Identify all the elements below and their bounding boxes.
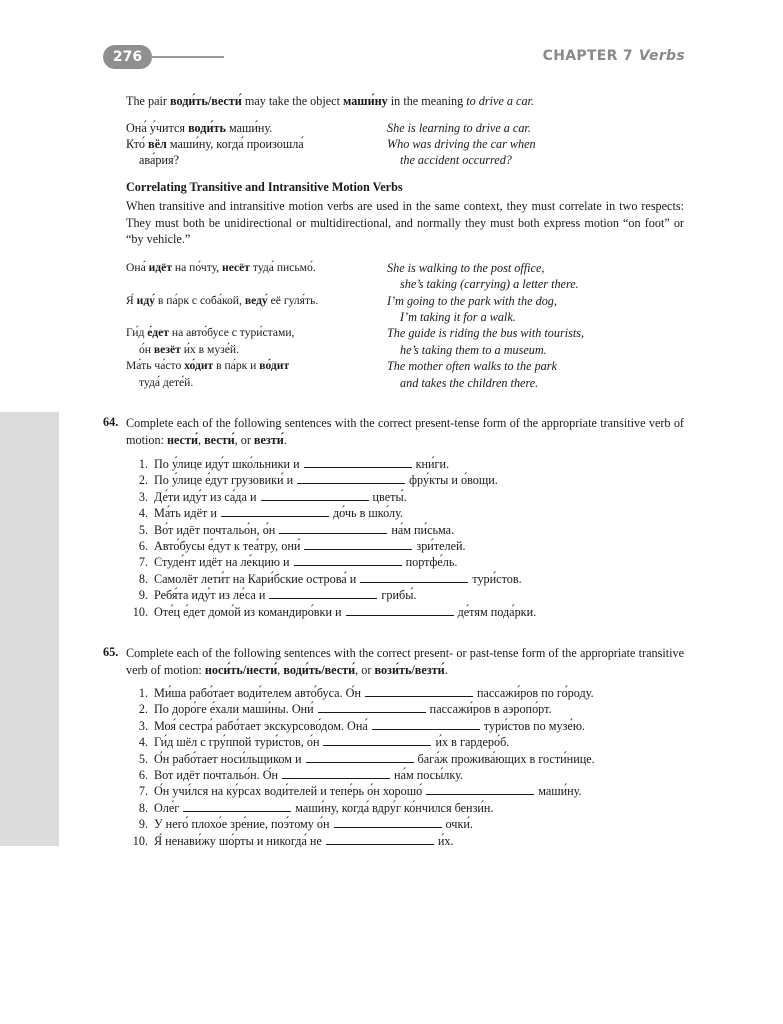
item-text-after: зри́телей. <box>416 539 466 553</box>
item-text-before: Ма́ть идёт и <box>154 506 217 521</box>
intro-text: in the meaning <box>387 94 467 108</box>
example-b3-en-cont: he’s taking them to a museum. <box>400 343 547 357</box>
intro-meaning: to drive a car. <box>466 94 534 108</box>
exercise64-item <box>126 505 403 521</box>
item-number: 9. <box>138 817 148 832</box>
exercise64-item <box>126 538 466 554</box>
item-text-before: Я́ ненави́жу шо́рты и никогда́ не <box>154 833 322 848</box>
header-rule <box>150 56 224 58</box>
item-text-after: до́чь в шко́лу. <box>332 506 404 521</box>
intro-line <box>126 93 534 110</box>
chapter-label: CHAPTER 7 <box>542 48 633 64</box>
example-b3-ru: Ги́д е́дет на авто́бусе с тури́стами, <box>126 326 295 339</box>
answer-blank[interactable] <box>183 801 291 812</box>
example-b1-ru: Она́ идёт на по́чту, несёт туда́ письмо́. <box>126 261 316 274</box>
section-paragraph: When transitive and intransitive motion verbs are used in the same context, they must correlate in two respects: They must both be unidirectional or multidirectional, and normally they must both express motion “on foot” or “by vehicle.” <box>126 199 684 246</box>
example-b1-en-cont: she’s taking (carrying) a letter there. <box>400 277 579 291</box>
answer-blank[interactable] <box>318 702 426 713</box>
item-text-after: тури́стов по музе́ю. <box>483 718 585 733</box>
intro-text: may take the object <box>241 94 343 108</box>
exercise64-item <box>126 522 454 538</box>
answer-blank[interactable] <box>323 735 431 746</box>
answer-blank[interactable] <box>365 686 473 697</box>
answer-blank[interactable] <box>326 834 434 845</box>
example-b4-ru-cont: туда́ дете́й. <box>139 376 194 389</box>
section-heading: Correlating Transitive and Intransitive Motion Verbs <box>126 180 403 194</box>
item-text-after: на́м пи́сьма. <box>391 522 455 537</box>
item-text-before: Самолёт лети́т на Кари́бские острова́ и <box>154 571 357 586</box>
item-text-before: Вот идёт почтальо́н. О́н <box>154 768 279 782</box>
item-text-before: Авто́бусы е́дут к теа́тру, они́ <box>154 539 301 553</box>
item-text-before: Студе́нт идёт на ле́кцию и <box>154 555 290 570</box>
exercise-65-number: 65. <box>103 645 119 659</box>
item-text-before: О́н рабо́тает носи́льщиком и <box>154 751 302 766</box>
answer-blank[interactable] <box>282 768 390 779</box>
exercise-65-instruction: Complete each of the following sentences with the correct present- or past-tense form of the appropriate transitive verb of motion: носи́ть/нести́, води́ть/вести́, or вози́ть/везти́. <box>126 646 684 677</box>
example-a3-en: the accident occurred? <box>400 153 512 167</box>
answer-blank[interactable] <box>346 605 454 616</box>
item-number: 6. <box>138 768 148 782</box>
answer-blank[interactable] <box>334 817 442 828</box>
item-text-after: и́х в гардеро́б. <box>435 735 510 750</box>
item-text-before: У него́ плохо́е зре́ние, поэ́тому о́н <box>154 817 330 832</box>
example-b3-en: The guide is riding the bus with tourists, <box>387 326 585 340</box>
intro-verb-pair: води́ть/вести́ <box>170 94 242 108</box>
exercise65-item <box>126 767 463 783</box>
page-number-badge: 276 <box>103 45 152 69</box>
example-b2-en: I’m going to the park with the dog, <box>387 294 557 308</box>
item-text-before: По у́лице иду́т шко́льники и <box>154 457 300 471</box>
exercise64-item <box>126 587 416 603</box>
answer-blank[interactable] <box>426 784 534 795</box>
example-a3-ru: ава́рия? <box>139 153 180 167</box>
item-number: 9. <box>138 588 148 603</box>
item-number: 2. <box>138 473 148 488</box>
example-b4-en-cont: and takes the children there. <box>400 376 539 390</box>
answer-blank[interactable] <box>269 588 377 599</box>
item-number: 3. <box>138 718 148 733</box>
item-number: 10. <box>132 833 148 848</box>
item-number: 8. <box>138 571 148 586</box>
item-text-before: Ги́д шёл с гру́ппой тури́стов, о́н <box>154 735 320 750</box>
exercise65-item <box>126 734 509 750</box>
item-text-before: По у́лице е́дут грузовики́ и <box>154 473 294 488</box>
item-number: 8. <box>138 800 148 815</box>
item-text-after: маши́ну, когда́ вдру́г ко́нчился бензи́н. <box>295 800 494 815</box>
exercise-64-number: 64. <box>103 415 119 429</box>
exercise65-item <box>126 833 454 849</box>
answer-blank[interactable] <box>360 572 468 583</box>
exercise65-item <box>126 751 595 767</box>
exercise65-item <box>126 816 473 832</box>
item-text-after: грибы́. <box>381 588 417 603</box>
item-number: 1. <box>138 457 148 471</box>
answer-blank[interactable] <box>261 490 369 501</box>
item-number: 7. <box>138 784 148 799</box>
answer-blank[interactable] <box>304 539 412 550</box>
item-number: 3. <box>138 489 148 504</box>
item-text-before: Ребя́та иду́т из ле́са и <box>154 588 266 603</box>
item-number: 5. <box>138 751 148 766</box>
item-text-before: Оле́г <box>154 800 180 815</box>
item-number: 4. <box>138 735 148 750</box>
item-text-before: Де́ти иду́т из са́да и <box>154 489 257 504</box>
item-text-before: По доро́ге е́хали маши́ны. Они́ <box>154 702 314 717</box>
section-label: Verbs <box>638 48 685 64</box>
answer-blank[interactable] <box>306 752 414 763</box>
example-b4-ru: Ма́ть ча́сто хо́дит в па́рк и во́дит <box>126 359 290 372</box>
item-text-before: Оте́ц е́дет домо́й из командиро́вки и <box>154 604 342 619</box>
item-number: 1. <box>138 686 148 700</box>
item-number: 2. <box>138 702 148 717</box>
intro-text: The pair <box>126 94 170 108</box>
item-text-before: Во́т идёт почтальо́н, о́н <box>154 522 276 537</box>
exercise64-item <box>126 489 407 505</box>
answer-blank[interactable] <box>372 719 480 730</box>
item-text-after: кни́ги. <box>415 457 450 471</box>
answer-blank[interactable] <box>294 555 402 566</box>
example-a2-ru: Кто́ вёл маши́ну, когда́ произошла́ <box>126 137 304 151</box>
exercise64-item <box>126 554 457 570</box>
exercise64-item <box>126 456 449 472</box>
example-b2-ru: Я́ иду́ в па́рк с соба́кой, веду́ её гуля́ть. <box>126 294 319 307</box>
exercise64-item <box>126 604 536 620</box>
exercise65-item <box>126 685 594 701</box>
item-text-after: цветы́. <box>372 489 407 504</box>
side-thumb-tab <box>0 412 59 846</box>
item-number: 10. <box>132 604 148 619</box>
item-text-before: О́н учи́лся на ку́рсах води́телей и тепе́рь о́н хорошо́ <box>154 784 423 799</box>
item-text-after: портфе́ль. <box>405 555 458 570</box>
exercise-64-instruction: Complete each of the following sentences with the correct present-tense form of the appropriate transitive verb of motion: нести́, вести́, or везти́. <box>126 416 684 447</box>
answer-blank[interactable] <box>221 506 329 517</box>
item-text-after: пассажи́ров по го́роду. <box>476 686 594 700</box>
item-text-after: бага́ж прожива́ющих в гости́нице. <box>417 751 595 766</box>
running-header <box>543 48 685 64</box>
item-text-after: тури́стов. <box>472 571 522 586</box>
item-number: 6. <box>138 539 148 553</box>
item-text-after: и́х. <box>437 833 454 848</box>
item-text-after: маши́ну. <box>538 784 582 799</box>
example-b2-en-cont: I’m taking it for a walk. <box>400 310 516 324</box>
item-text-after: пассажи́ров в аэропо́рт. <box>429 702 552 717</box>
example-a2-en: Who was driving the car when <box>387 137 536 151</box>
exercise65-item <box>126 718 585 734</box>
answer-blank[interactable] <box>297 473 405 484</box>
example-b4-en: The mother often walks to the park <box>387 359 557 373</box>
item-text-before: Ми́ша рабо́тает води́телем авто́буса. О́н <box>154 686 361 700</box>
item-text-after: де́тям пода́рки. <box>457 604 537 619</box>
item-text-before: Моя́ сестра́ рабо́тает экскурсово́дом. Она́ <box>154 718 368 733</box>
item-text-after: очки́. <box>445 817 473 832</box>
example-a1-ru: Она́ у́чится води́ть маши́ну. <box>126 121 273 135</box>
item-number: 4. <box>138 506 148 521</box>
item-text-after: на́м посы́лку. <box>394 768 464 782</box>
item-number: 5. <box>138 522 148 537</box>
exercise64-item <box>126 472 498 488</box>
example-a1-en: She is learning to drive a car. <box>387 121 531 135</box>
example-b1-en: She is walking to the post office, <box>387 261 545 275</box>
exercise65-item <box>126 800 494 816</box>
exercise65-item <box>126 701 552 717</box>
answer-blank[interactable] <box>279 523 387 534</box>
intro-object: маши́ну <box>343 94 388 108</box>
exercise65-item <box>126 783 582 799</box>
item-text-after: фру́кты и о́вощи. <box>409 473 498 488</box>
answer-blank[interactable] <box>304 457 412 468</box>
exercise64-item <box>126 571 522 587</box>
item-number: 7. <box>138 555 148 570</box>
example-b3-ru-cont: о́н везёт и́х в музе́й. <box>139 343 239 356</box>
